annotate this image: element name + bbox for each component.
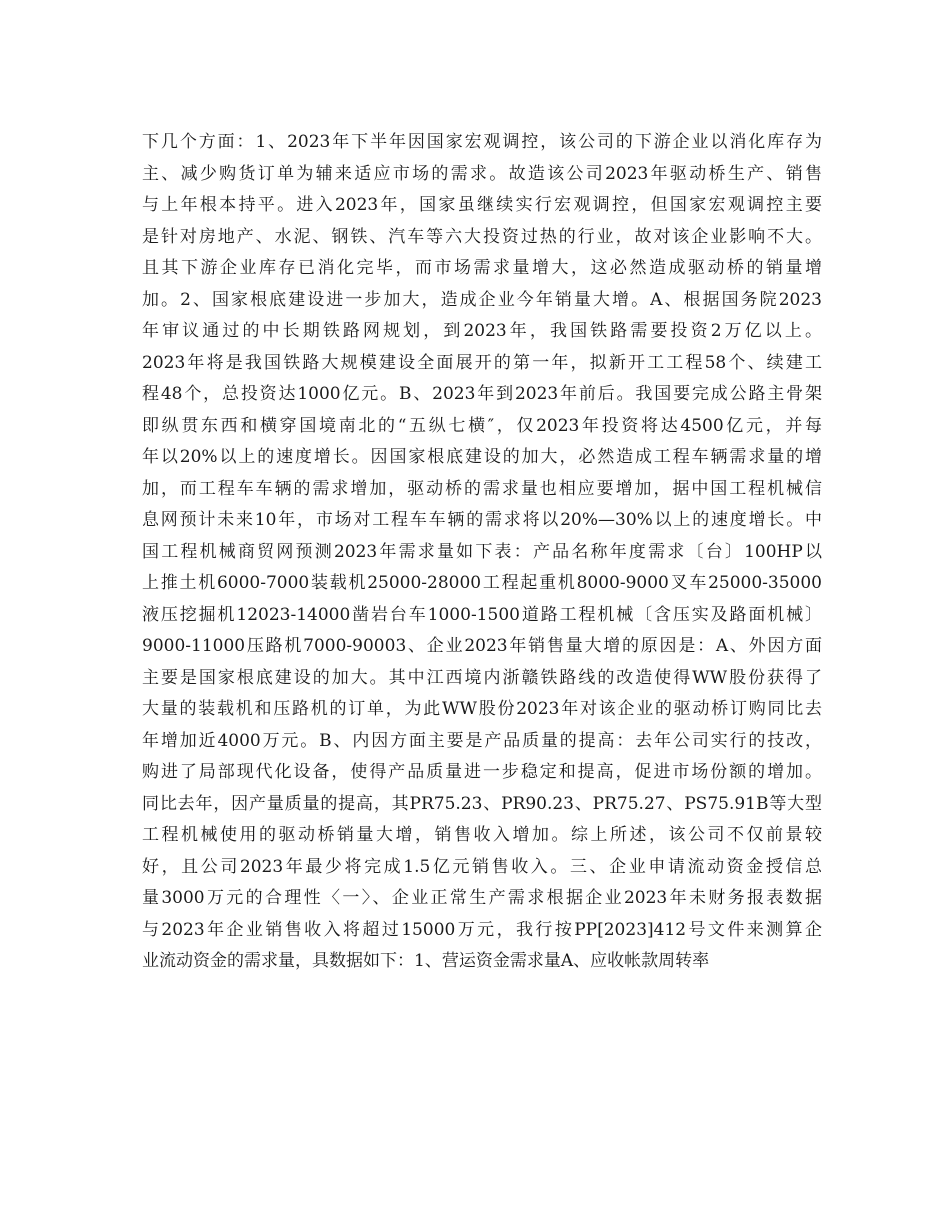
text-line: 国工程机械商贸网预测2023年需求量如下表：产品名称年度需求〔台〕100HP以 xyxy=(142,541,822,562)
text-line: 业流动资金的需求量，具数据如下：1、营运资金需求量A、应收帐款周转率 xyxy=(142,951,710,971)
text-line: 加，而工程车车辆的需求增加，驱动桥的需求量也相应要增加，据中国工程机械信 xyxy=(142,478,822,499)
text-line: 同比去年，因产量质量的提高，其PR75.23、PR90.23、PR75.27、PS75.91B等大型 xyxy=(142,793,822,814)
text-line: 9000-11000压路机7000-90003、企业2023年销售量大增的原因是：A、外因方面 xyxy=(142,636,822,656)
text-line: 息网预计未来10年，市场对工程车车辆的需求将以20%—30%以上的速度增长。中 xyxy=(142,510,822,530)
text-line: 主要是国家根底建设的加大。其中江西境内浙赣铁路线的改造使得WW股份获得了 xyxy=(142,667,822,688)
text-line: 上推土机6000-7000装载机25000-28000工程起重机8000-9000叉车25000-35000 xyxy=(142,573,822,593)
text-line: 2023年将是我国铁路大规模建设全面展开的第一年，拟新开工工程58个、续建工 xyxy=(142,352,822,373)
text-line: 与2023年企业销售收入将超过15000万元，我行按PP[2023]412号文件来测算企 xyxy=(142,919,822,940)
text-line: 液压挖掘机12023-14000凿岩台车1000-1500道路工程机械〔含压实及路面机械〕 xyxy=(142,604,822,625)
text-line: 是针对房地产、水泥、钢铁、汽车等六大投资过热的行业，故对该企业影响不大。 xyxy=(142,226,822,247)
text-line: 与上年根本持平。进入2023年，国家虽继续实行宏观调控，但国家宏观调控主要 xyxy=(142,195,822,215)
text-line: 年以20%以上的速度增长。因国家根底建设的加大，必然造成工程车辆需求量的增 xyxy=(142,447,822,467)
text-line: 即纵贯东西和横穿国境南北的“五纵七横″，仅2023年投资将达4500亿元，并每 xyxy=(142,415,822,436)
text-line: 且其下游企业库存已消化完毕，而市场需求量增大，这必然造成驱动桥的销量增 xyxy=(142,258,822,278)
text-line: 主、减少购货订单为辅来适应市场的需求。故造该公司2023年驱动桥生产、销售 xyxy=(142,163,822,184)
text-line: 量3000万元的合理性〈一〉、企业正常生产需求根据企业2023年未财务报表数据 xyxy=(142,888,822,908)
body-text xyxy=(142,127,822,978)
text-line: 工程机械使用的驱动桥销量大增，销售收入增加。综上所述，该公司不仅前景较 xyxy=(142,825,822,845)
text-line: 年增加近4000万元。B、内因方面主要是产品质量的提高：去年公司实行的技改， xyxy=(142,730,822,751)
text-line: 加。2、国家根底建设进一步加大，造成企业今年销量大增。A、根据国务院2023 xyxy=(142,289,822,310)
text-line: 购进了局部现代化设备，使得产品质量进一步稳定和提高，促进市场份额的增加。 xyxy=(142,762,822,782)
text-line: 下几个方面：1、2023年下半年因国家宏观调控，该公司的下游企业以消化库存为 xyxy=(142,132,822,152)
text-line: 程48个，总投资达1000亿元。B、2023年到2023年前后。我国要完成公路主骨架 xyxy=(142,384,822,404)
text-line: 年审议通过的中长期铁路网规划，到2023年，我国铁路需要投资2万亿以上。 xyxy=(142,321,822,341)
text-line: 大量的装载机和压路机的订单，为此WW股份2023年对该企业的驱动桥订购同比去 xyxy=(142,699,822,719)
text-line: 好，且公司2023年最少将完成1.5亿元销售收入。三、企业申请流动资金授信总 xyxy=(142,856,822,877)
